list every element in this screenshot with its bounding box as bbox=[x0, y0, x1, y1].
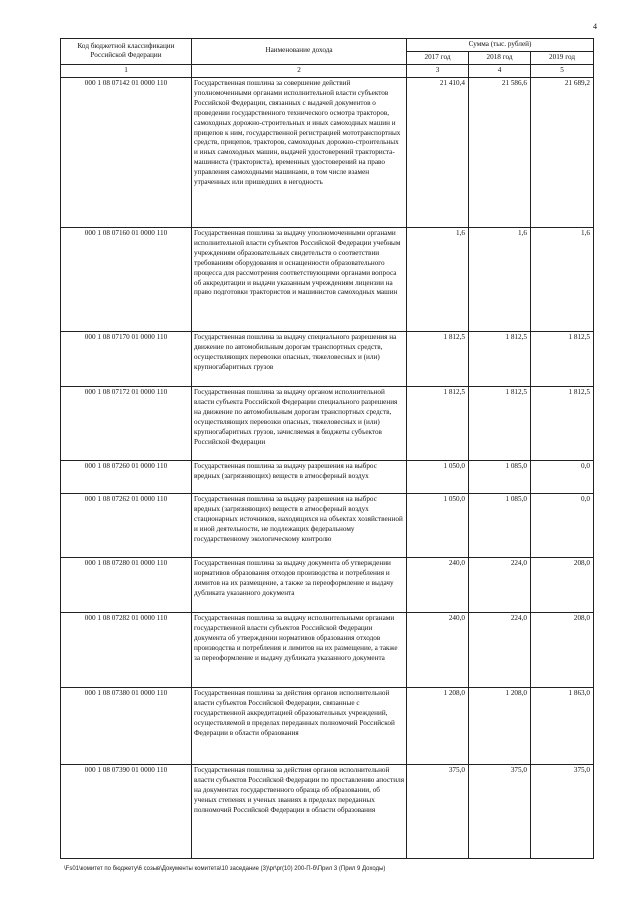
value-2018-cell: 1 085,0 bbox=[469, 460, 531, 493]
budget-code-cell: 000 1 08 07262 01 0000 110 bbox=[61, 493, 192, 557]
code-column-header: Код бюджетной классификации Российской Федерации bbox=[61, 39, 192, 65]
column-number: 2 bbox=[192, 64, 407, 77]
value-2019-cell: 208,0 bbox=[531, 612, 594, 687]
budget-code-cell: 000 1 08 07170 01 0000 110 bbox=[61, 331, 192, 386]
value-2017-cell: 1,6 bbox=[407, 227, 469, 331]
column-number: 5 bbox=[531, 64, 594, 77]
year-header-2019: 2019 год bbox=[531, 51, 594, 64]
column-number: 1 bbox=[61, 64, 192, 77]
value-2018-cell: 1 085,0 bbox=[469, 493, 531, 557]
table-row bbox=[61, 227, 594, 331]
revenue-name-cell: Государственная пошлина за выдачу исполнительными органами государственной власти субъектов Российской Федерации документа об утверждении нормативов образования отходов производства и потребления и лимитов на их размещение, а также за переоформление и выдачу дубликата указанного документа bbox=[192, 612, 407, 687]
value-2017-cell: 21 410,4 bbox=[407, 77, 469, 227]
value-2018-cell: 224,0 bbox=[469, 557, 531, 612]
revenue-name-cell: Государственная пошлина за выдачу разрешения на выброс вредных (загрязняющих) веществ в атмосферный воздух bbox=[192, 460, 407, 493]
value-2019-cell: 375,0 bbox=[531, 764, 594, 858]
page-number: 4 bbox=[593, 22, 597, 31]
column-number: 4 bbox=[469, 64, 531, 77]
value-2017-cell: 1 208,0 bbox=[407, 687, 469, 764]
value-2017-cell: 1 050,0 bbox=[407, 493, 469, 557]
table-row bbox=[61, 557, 594, 612]
value-2018-cell: 21 586,6 bbox=[469, 77, 531, 227]
table-row bbox=[61, 386, 594, 460]
sum-column-header: Сумма (тыс. рублей) bbox=[407, 39, 594, 52]
value-2017-cell: 240,0 bbox=[407, 557, 469, 612]
table-row bbox=[61, 77, 594, 227]
table-row bbox=[61, 493, 594, 557]
value-2018-cell: 224,0 bbox=[469, 612, 531, 687]
budget-code-cell: 000 1 08 07260 01 0000 110 bbox=[61, 460, 192, 493]
value-2019-cell: 1 812,5 bbox=[531, 386, 594, 460]
budget-code-cell: 000 1 08 07280 01 0000 110 bbox=[61, 557, 192, 612]
budget-code-cell: 000 1 08 07142 01 0000 110 bbox=[61, 77, 192, 227]
revenue-name-cell: Государственная пошлина за выдачу специального разрешения на движение по автомобильным дорогам транспортных средств, осуществляющих перевозки опасных, тяжеловесных и (или) крупногабаритных грузов bbox=[192, 331, 407, 386]
budget-code-cell: 000 1 08 07390 01 0000 110 bbox=[61, 764, 192, 858]
table-row bbox=[61, 764, 594, 858]
table-row bbox=[61, 331, 594, 386]
value-2019-cell: 1 863,0 bbox=[531, 687, 594, 764]
revenue-name-cell: Государственная пошлина за выдачу уполномоченными органами исполнительной власти субъектов Российской Федерации учебным учреждениям образовательных свидетельств о соответствии требованиям оборудования и оснащенности образовательного процесса для рассмотрения соответствующими органами вопроса об аккредитации и выдачи указанным учреждениям лицензии на право подготовки трактористов и машинистов самоходных машин bbox=[192, 227, 407, 331]
value-2017-cell: 1 050,0 bbox=[407, 460, 469, 493]
value-2018-cell: 1 812,5 bbox=[469, 331, 531, 386]
value-2019-cell: 208,0 bbox=[531, 557, 594, 612]
value-2017-cell: 1 812,5 bbox=[407, 331, 469, 386]
budget-code-cell: 000 1 08 07380 01 0000 110 bbox=[61, 687, 192, 764]
revenue-name-cell: Государственная пошлина за выдачу органом исполнительной власти субъекта Российской Федерации специального разрешения на движение по автомобильным дорогам транспортных средств, осуществляющих перевозки опасных, тяжеловесных и (или) крупногабаритных грузов, зачисляемая в бюджеты субъектов Российской Федерации bbox=[192, 386, 407, 460]
budget-code-cell: 000 1 08 07282 01 0000 110 bbox=[61, 612, 192, 687]
column-number: 3 bbox=[407, 64, 469, 77]
table-row bbox=[61, 460, 594, 493]
budget-code-cell: 000 1 08 07160 01 0000 110 bbox=[61, 227, 192, 331]
table-row bbox=[61, 687, 594, 764]
value-2019-cell: 0,0 bbox=[531, 460, 594, 493]
revenue-name-cell: Государственная пошлина за выдачу разрешения на выброс вредных (загрязняющих) веществ в атмосферный воздух стационарных источников, находящихся на объектах хозяйственной и иной деятельности, не подлежащих федеральному государственному экологическому контролю bbox=[192, 493, 407, 557]
value-2017-cell: 375,0 bbox=[407, 764, 469, 858]
value-2019-cell: 0,0 bbox=[531, 493, 594, 557]
budget-code-cell: 000 1 08 07172 01 0000 110 bbox=[61, 386, 192, 460]
revenue-table bbox=[60, 38, 594, 859]
revenue-name-cell: Государственная пошлина за действия органов исполнительной власти субъектов Российской Федерации по проставлению апостиля на документах государственного образца об образовании, об ученых степенях и ученых званиях в пределах переданных полномочий Российской Федерации в области образования bbox=[192, 764, 407, 858]
year-header-2018: 2018 год bbox=[469, 51, 531, 64]
value-2017-cell: 240,0 bbox=[407, 612, 469, 687]
column-numbers-row bbox=[61, 64, 594, 77]
file-path-footer: \Fs01\комитет по бюджету\6 созыв\Документы комитета\10 заседание (3)\pr\pr(10) 200-П-б\Прил 3 (Прил 9 Доходы) bbox=[64, 866, 386, 872]
value-2019-cell: 1,6 bbox=[531, 227, 594, 331]
table-row bbox=[61, 612, 594, 687]
value-2018-cell: 1 208,0 bbox=[469, 687, 531, 764]
name-column-header: Наименование дохода bbox=[192, 39, 407, 65]
value-2019-cell: 21 689,2 bbox=[531, 77, 594, 227]
revenue-name-cell: Государственная пошлина за выдачу документа об утверждении нормативов образования отходов производства и потребления и лимитов на их размещение, а также за переоформление и выдачу дубликата указанного документа bbox=[192, 557, 407, 612]
value-2018-cell: 375,0 bbox=[469, 764, 531, 858]
header-row-1 bbox=[61, 39, 594, 52]
value-2017-cell: 1 812,5 bbox=[407, 386, 469, 460]
value-2019-cell: 1 812,5 bbox=[531, 331, 594, 386]
revenue-name-cell: Государственная пошлина за совершение действий уполномоченными органами исполнительной власти субъектов Российской Федерации, связанных с выдачей документов о проведении государственного технического осмотра тракторов, самоходных дорожно-строительных и иных самоходных машин и прицепов к ним, государственной регистрацией мототранспортных средств, прицепов, тракторов, самоходных дорожно-строительных и иных самоходных машин, выдачей удостоверений тракториста-машиниста (тракториста), временных удостоверений на право управления самоходными машинами, в том числе взамен утраченных или пришедших в негодность bbox=[192, 77, 407, 227]
revenue-name-cell: Государственная пошлина за действия органов исполнительной власти субъектов Российской Федерации, связанные с государственной аккредитацией образовательных учреждений, осуществляемой в пределах переданных полномочий Российской Федерации в области образования bbox=[192, 687, 407, 764]
value-2018-cell: 1,6 bbox=[469, 227, 531, 331]
value-2018-cell: 1 812,5 bbox=[469, 386, 531, 460]
year-header-2017: 2017 год bbox=[407, 51, 469, 64]
